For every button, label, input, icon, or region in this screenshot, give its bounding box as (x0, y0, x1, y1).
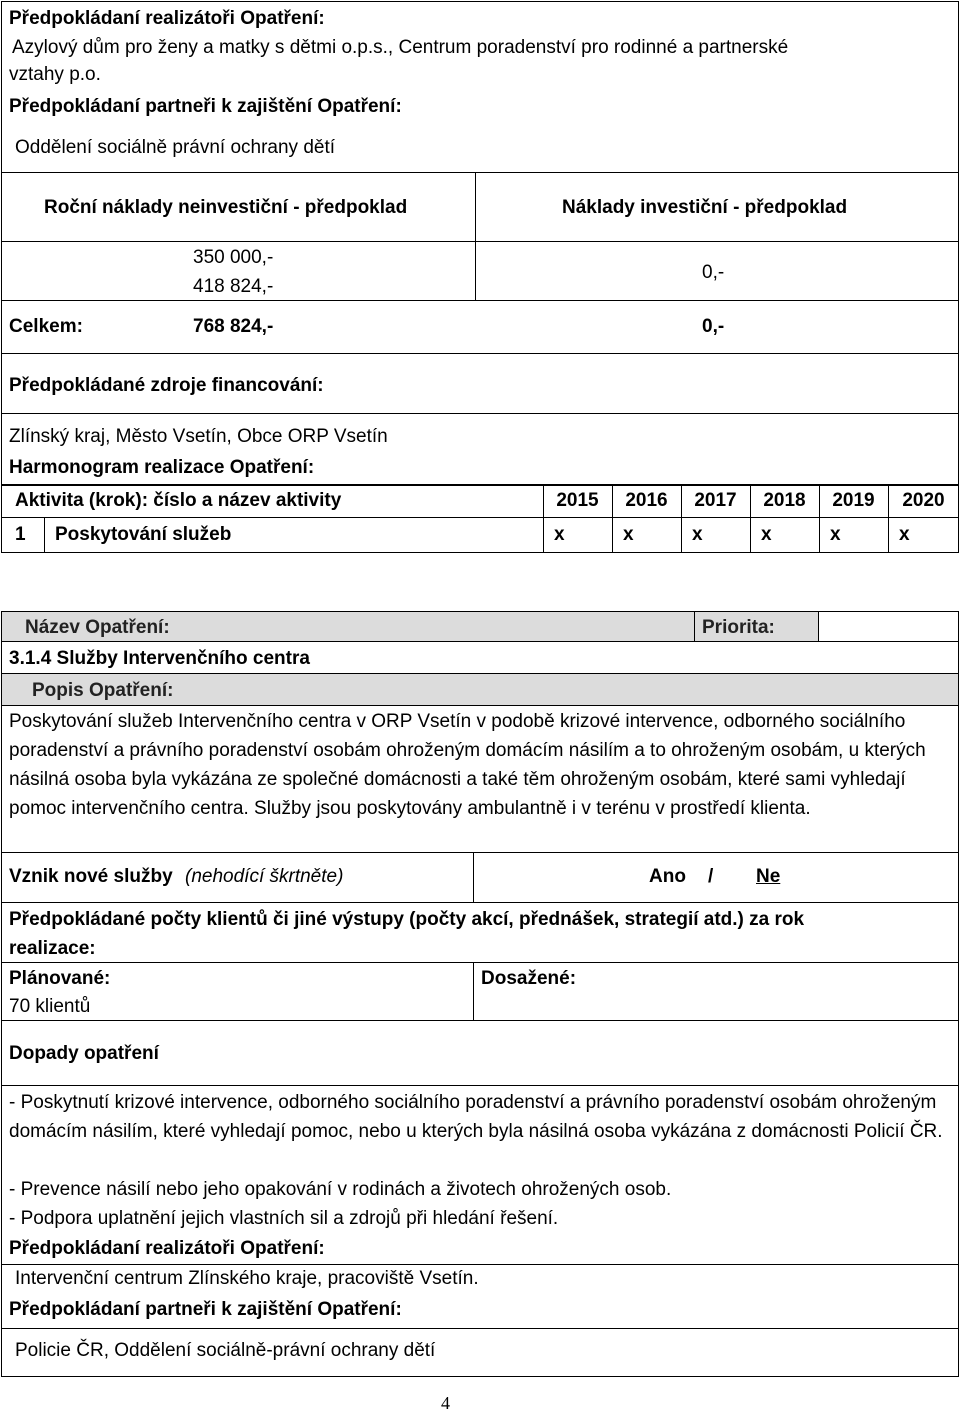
noninvest-header: Roční náklady neinvestiční - předpoklad (44, 197, 408, 218)
planned-value: 70 klientů (9, 996, 91, 1017)
partners-value: Oddělení sociálně právní ochrany dětí (15, 137, 336, 158)
impacts-label: Dopady opatření (9, 1043, 159, 1064)
costs-top-line (1, 172, 959, 173)
measure-partners-line (1, 1328, 959, 1329)
description-label: Popis Opatření: (32, 680, 174, 701)
invest-value: 0,- (702, 262, 725, 283)
planned-label: Plánované: (9, 968, 111, 989)
measure-realizers-value: Intervenční centrum Zlínského kraje, pracoviště Vsetín. (15, 1268, 479, 1289)
sources-line (1, 413, 959, 414)
schedule-row-number: 1 (15, 524, 26, 545)
impacts-line (1, 1085, 959, 1086)
costs-divider (475, 172, 476, 300)
name-row-line (1, 641, 959, 642)
clients-bottom-line (1, 1020, 959, 1021)
impacts-item: - Podpora uplatnění jejich vlastních sil a zdrojů při hledání řešení. (9, 1208, 559, 1229)
costs-values-line (1, 300, 959, 301)
page-number: 4 (441, 1393, 450, 1413)
schedule-label: Harmonogram realizace Opatření: (9, 457, 315, 478)
total-invest: 0,- (702, 316, 725, 337)
description-header-top (1, 673, 959, 674)
schedule-row-mark: x (692, 524, 703, 545)
description-header-bottom (1, 705, 959, 706)
activity-header: Aktivita (krok): číslo a název aktivity (15, 490, 342, 511)
clients-divider (473, 962, 474, 1020)
new-service-divider (473, 852, 474, 902)
clients-label-line1: Předpokládané počty klientů či jiné výstupy (počty akcí, přednášek, strategií atd.) za rok (9, 909, 805, 930)
total-label: Celkem: (9, 316, 83, 337)
sources-value: Zlínský kraj, Město Vsetín, Obce ORP Vsetín (9, 426, 388, 447)
partners-label: Předpokládaní partneři k zajištění Opatření: (9, 96, 402, 117)
schedule-mid-line (1, 517, 959, 518)
new-service-bottom-line (1, 902, 959, 903)
noninvest-value-2: 418 824,- (193, 276, 274, 297)
schedule-col-num (44, 517, 45, 553)
measure-realizers-line (1, 1264, 959, 1265)
year-header: 2019 (832, 490, 875, 511)
schedule-top-line (1, 484, 959, 486)
clients-top-line (1, 962, 959, 963)
schedule-row-mark: x (554, 524, 565, 545)
schedule-row-mark: x (623, 524, 634, 545)
realizers-value-line1: Azylový dům pro ženy a matky s dětmi o.p.s., Centrum poradenství pro rodinné a partnerské (12, 37, 789, 58)
invest-header: Náklady investiční - předpoklad (562, 197, 848, 218)
year-header: 2020 (902, 490, 945, 511)
year-header: 2018 (763, 490, 806, 511)
achieved-label: Dosažené: (481, 968, 577, 989)
new-service-hint: (nehodící škrtněte) (185, 866, 344, 887)
impacts-item: - Prevence násilí nebo jeho opakování v rodinách a životech ohrožených osob. (9, 1179, 672, 1200)
new-service-no[interactable]: Ne (756, 866, 781, 887)
measure-realizers-label: Předpokládaní realizátoři Opatření: (9, 1238, 325, 1259)
costs-bottom-line (1, 353, 959, 354)
year-header: 2017 (694, 490, 737, 511)
new-service-separator: / (708, 866, 714, 887)
schedule-row-mark: x (899, 524, 910, 545)
schedule-row-name: Poskytování služeb (55, 524, 232, 545)
measure-title: 3.1.4 Služby Intervenčního centra (9, 648, 310, 669)
costs-header-line (1, 241, 959, 242)
schedule-row-mark: x (761, 524, 772, 545)
sources-label: Předpokládané zdroje financování: (9, 375, 324, 396)
year-header: 2015 (556, 490, 599, 511)
new-service-yes[interactable]: Ano (649, 866, 686, 887)
realizers-label: Předpokládaní realizátoři Opatření: (9, 8, 325, 29)
new-service-label: Vznik nové služby (9, 866, 173, 887)
noninvest-value-1: 350 000,- (193, 247, 274, 268)
priority-label: Priorita: (702, 617, 775, 638)
clients-label-line2: realizace: (9, 938, 96, 959)
schedule-row-mark: x (830, 524, 841, 545)
new-service-top-line (1, 852, 959, 853)
impacts-item: - Poskytnutí krizové intervence, odborného sociálního poradenství a právního poradenství osobám ohroženým domácím násilím, které vyhledají pomoc, nebo u kterých byla násilná osoba vykázána z domácnosti Policií ČR. (9, 1092, 943, 1142)
name-label: Název Opatření: (25, 617, 170, 638)
year-header: 2016 (625, 490, 668, 511)
measure-partners-label: Předpokládaní partneři k zajištění Opatření: (9, 1299, 402, 1320)
description-text: Poskytování služeb Intervenčního centra v ORP Vsetín v podobě krizové intervence, odborného sociálního poradenství a právního poradenství osobám ohroženým domácím násilím a to ohroženým osobám, u kterých násilná osoba byla vykázána ze společné domácnosti a také těm ohroženým osobám, které sami vyhledají pomoc intervenčního centra. Služby jsou poskytovány ambulantně i v terénu v prostředí klienta. (9, 711, 926, 819)
measure-partners-value: Policie ČR, Oddělení sociálně-právní ochrany dětí (15, 1340, 436, 1361)
priority-value-divider (818, 611, 819, 642)
total-noninvest: 768 824,- (193, 316, 274, 337)
name-priority-divider (694, 611, 695, 642)
realizers-value-line2: vztahy p.o. (9, 64, 101, 85)
